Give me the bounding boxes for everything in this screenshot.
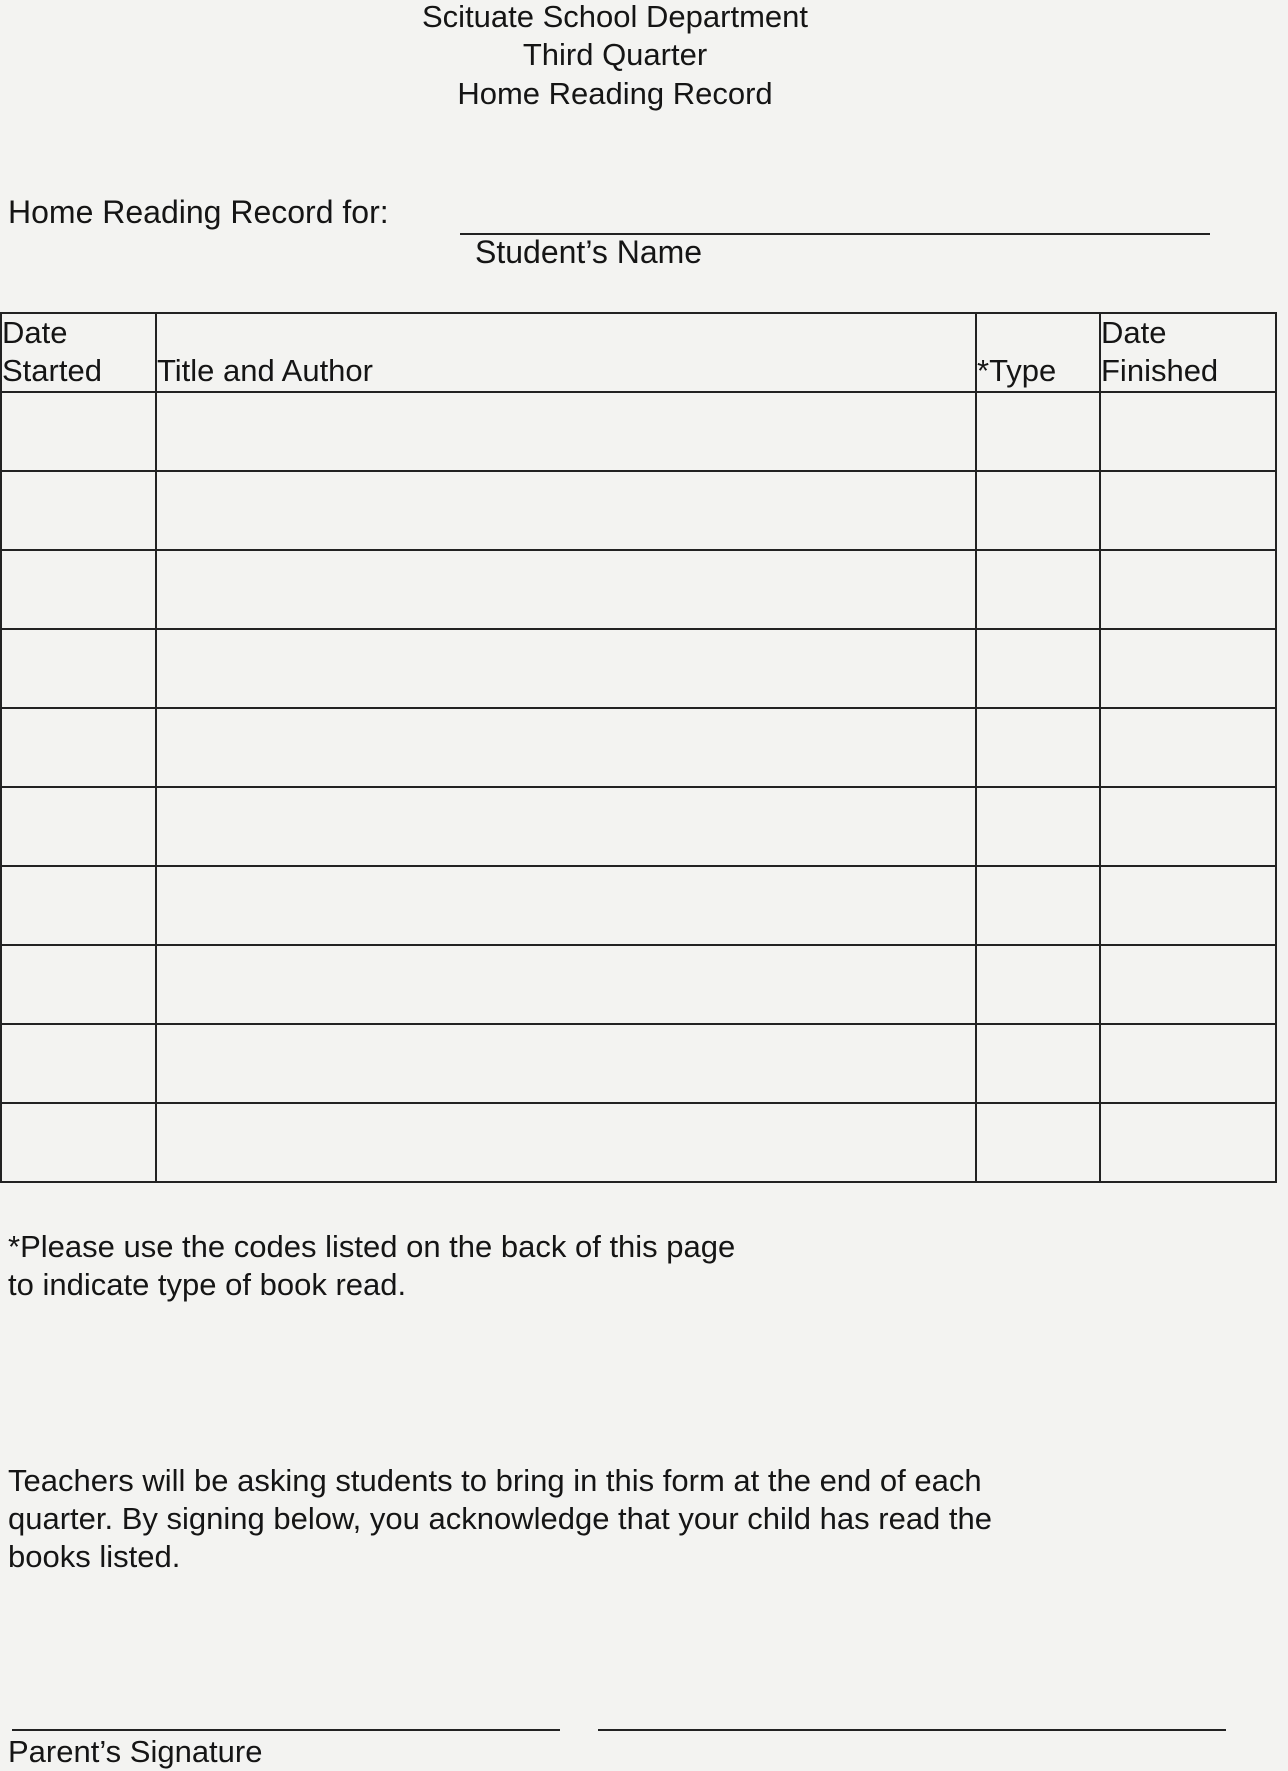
type-cell[interactable]: [976, 471, 1100, 550]
date-finished-cell[interactable]: [1100, 866, 1276, 945]
column-header-line: *Type: [977, 353, 1057, 388]
title-author-cell[interactable]: [156, 550, 976, 629]
header-school-name: Scituate School Department: [422, 0, 808, 34]
table-row: [1, 392, 1276, 471]
title-author-cell[interactable]: [156, 1024, 976, 1103]
type-cell[interactable]: [976, 787, 1100, 866]
date-started-cell[interactable]: [1, 392, 156, 471]
date-started-cell[interactable]: [1, 471, 156, 550]
title-author-cell[interactable]: [156, 471, 976, 550]
date-started-cell[interactable]: [1, 1024, 156, 1103]
type-cell[interactable]: [976, 1103, 1100, 1182]
title-author-cell[interactable]: [156, 787, 976, 866]
header-form-title: Home Reading Record: [457, 76, 773, 111]
table-row: [1, 866, 1276, 945]
parent-signature-line[interactable]: [12, 1729, 560, 1731]
date-finished-cell[interactable]: [1100, 945, 1276, 1024]
date-finished-cell[interactable]: [1100, 629, 1276, 708]
type-cell[interactable]: [976, 629, 1100, 708]
table-row: [1, 1103, 1276, 1182]
header-quarter: Third Quarter: [522, 37, 708, 72]
type-cell[interactable]: [976, 392, 1100, 471]
column-header-line: Title and Author: [157, 353, 373, 388]
title-author-cell[interactable]: [156, 866, 976, 945]
date-started-cell[interactable]: [1, 866, 156, 945]
student-name-caption: Student’s Name: [475, 234, 703, 270]
title-author-cell[interactable]: [156, 629, 976, 708]
date-finished-cell[interactable]: [1100, 1024, 1276, 1103]
column-header-line: Date: [2, 315, 68, 350]
column-header-title-author: [156, 313, 976, 392]
type-cell[interactable]: [976, 708, 1100, 787]
column-header-type: [976, 313, 1100, 392]
parent-signature-label: Parent’s Signature: [8, 1734, 263, 1769]
type-cell[interactable]: [976, 1024, 1100, 1103]
table-row: [1, 471, 1276, 550]
column-header-date-started: [1, 313, 156, 392]
reading-record-table: [0, 312, 1277, 1183]
date-started-cell[interactable]: [1, 629, 156, 708]
title-author-cell[interactable]: [156, 392, 976, 471]
table-row: [1, 629, 1276, 708]
date-started-cell[interactable]: [1, 945, 156, 1024]
date-started-cell[interactable]: [1, 550, 156, 629]
date-started-cell[interactable]: [1, 708, 156, 787]
date-finished-cell[interactable]: [1100, 1103, 1276, 1182]
date-started-cell[interactable]: [1, 787, 156, 866]
date-finished-cell[interactable]: [1100, 392, 1276, 471]
column-header-line: Started: [2, 353, 102, 388]
title-author-cell[interactable]: [156, 1103, 976, 1182]
column-header-date-finished: [1100, 313, 1276, 392]
date-started-cell[interactable]: [1, 1103, 156, 1182]
date-finished-cell[interactable]: [1100, 471, 1276, 550]
column-header-line: Date: [1101, 315, 1167, 350]
signature-date-line[interactable]: [598, 1729, 1226, 1731]
table-row: [1, 550, 1276, 629]
title-author-cell[interactable]: [156, 708, 976, 787]
type-cell[interactable]: [976, 945, 1100, 1024]
date-finished-cell[interactable]: [1100, 550, 1276, 629]
table-row: [1, 708, 1276, 787]
table-row: [1, 1024, 1276, 1103]
type-cell[interactable]: [976, 866, 1100, 945]
date-finished-cell[interactable]: [1100, 708, 1276, 787]
table-header-row: [1, 313, 1276, 392]
table-row: [1, 945, 1276, 1024]
title-author-cell[interactable]: [156, 945, 976, 1024]
type-cell[interactable]: [976, 550, 1100, 629]
table-row: [1, 787, 1276, 866]
column-header-line: Finished: [1101, 353, 1219, 388]
record-for-label: Home Reading Record for:: [8, 194, 389, 230]
acknowledgement-paragraph: Teachers will be asking students to bring in this form at the end of each quarter. By signing below, you acknowledge that your child has read the books listed.: [8, 1463, 993, 1574]
date-finished-cell[interactable]: [1100, 787, 1276, 866]
type-code-note: *Please use the codes listed on the back of this page to indicate type of book read.: [8, 1229, 736, 1302]
